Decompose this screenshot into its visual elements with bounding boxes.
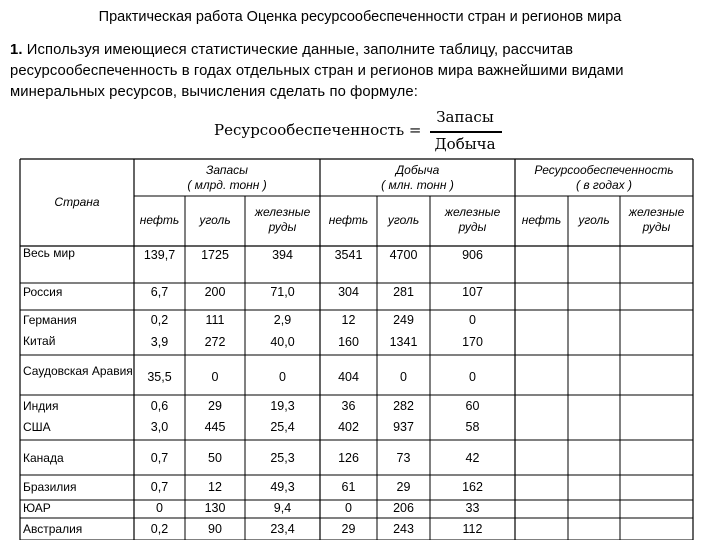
table-cell: 12 xyxy=(208,480,222,494)
page-title: Практическая работа Оценка ресурсообеспеченности стран и регионов мира xyxy=(98,9,622,25)
table-cell: 281 xyxy=(393,285,414,299)
formula-numerator: Запасы xyxy=(436,108,494,126)
table-cell: 0 xyxy=(156,501,163,515)
table-cell: 282 xyxy=(393,399,414,413)
table-cell: 0 xyxy=(400,370,407,384)
table-cell: 29 xyxy=(208,399,222,413)
table-cell: 304 xyxy=(338,285,359,299)
country-column-header: Страна xyxy=(54,195,100,209)
table-cell: 25,4 xyxy=(270,420,295,434)
group-header xyxy=(320,163,515,193)
sub-header: уголь xyxy=(387,213,420,227)
row-country-label: Германия xyxy=(23,313,77,327)
row-country-label: Весь мир xyxy=(23,246,75,260)
table-cell: 0 xyxy=(469,370,476,384)
table-cell: 0,2 xyxy=(150,313,169,327)
table-cell: 12 xyxy=(341,313,356,327)
group-header xyxy=(134,163,320,193)
table-cell: 19,3 xyxy=(270,399,295,413)
sub-header: нефть xyxy=(139,213,180,227)
row-country-label: Канада xyxy=(23,451,64,465)
table-cell: 130 xyxy=(204,501,226,515)
table-cell: 23,4 xyxy=(270,522,295,536)
table-cell: 61 xyxy=(341,480,356,494)
table-cell: 162 xyxy=(462,480,483,494)
table-cell: 33 xyxy=(465,501,480,515)
group-header-unit: ( млн. тонн ) xyxy=(381,178,454,192)
task-body: Используя имеющиеся статистические данные, заполните таблицу, рассчитав ресурсообеспеченность в годах отдельных стран и регионов мира важнейшими видами минеральных ресурсов, вычисления сделать по формуле: xyxy=(10,42,624,100)
sub-header: железные руды xyxy=(628,205,685,234)
table-cell: 0 xyxy=(279,370,286,384)
row-country-label: Австралия xyxy=(23,522,83,536)
table-cell: 58 xyxy=(465,420,480,434)
sub-header: нефть xyxy=(521,213,562,227)
table-cell: 40,0 xyxy=(270,335,295,349)
formula-lhs: Ресурсообеспеченность = xyxy=(214,121,422,139)
table-cell: 29 xyxy=(396,480,411,494)
table-cell: 0 xyxy=(211,370,219,384)
table-cell: 0,7 xyxy=(150,480,169,494)
group-header xyxy=(515,163,693,193)
table-cell: 49,3 xyxy=(270,480,295,494)
table-cell: 404 xyxy=(338,370,359,384)
table-cell: 937 xyxy=(393,420,414,434)
table-cell: 25,3 xyxy=(270,451,295,465)
table-cell: 249 xyxy=(393,313,414,327)
table-cell: 36 xyxy=(341,399,356,413)
table-cell: 200 xyxy=(204,285,226,299)
table-cell: 1725 xyxy=(201,248,229,262)
table-cell: 3,9 xyxy=(150,335,169,349)
table-cell: 111 xyxy=(205,313,225,327)
row-country-label: Саудовская Аравия xyxy=(23,364,133,378)
table-cell: 394 xyxy=(272,248,293,262)
formula-denominator: Добыча xyxy=(434,135,496,153)
task-number: 1. xyxy=(10,42,23,58)
table-cell: 445 xyxy=(204,420,226,434)
table-cell: 906 xyxy=(462,248,483,262)
group-header-unit: ( млрд. тонн ) xyxy=(187,178,267,192)
sub-header: уголь xyxy=(199,213,231,227)
table-cell: 402 xyxy=(338,420,359,434)
group-header-title: Ресурсообеспеченность xyxy=(534,163,674,177)
row-country-label: Индия xyxy=(23,399,59,413)
table-cell: 160 xyxy=(338,335,359,349)
table-cell: 9,4 xyxy=(273,501,292,515)
row-country-label: Китай xyxy=(23,334,56,348)
table-cell: 126 xyxy=(338,451,359,465)
table-cell: 35,5 xyxy=(147,370,172,384)
table-cell: 206 xyxy=(393,501,414,515)
table-cell: 71,0 xyxy=(270,285,295,299)
table-cell: 0 xyxy=(469,313,476,327)
sub-header: уголь xyxy=(578,213,610,227)
row-country-label: Россия xyxy=(23,285,63,299)
table-cell: 243 xyxy=(393,522,414,536)
table-cell: 3541 xyxy=(334,248,363,262)
group-header-title: Добыча xyxy=(395,163,440,177)
table-cell: 112 xyxy=(462,522,483,536)
table-cell: 1341 xyxy=(389,335,418,349)
table-cell: 73 xyxy=(396,451,411,465)
row-country-label: США xyxy=(23,420,51,434)
row-country-label: ЮАР xyxy=(23,501,51,515)
sub-header: железные руды xyxy=(444,205,501,234)
table-cell: 0,7 xyxy=(150,451,169,465)
table-cell: 0 xyxy=(345,501,352,515)
table-cell: 0,6 xyxy=(150,399,169,413)
sub-header: железные руды xyxy=(254,205,311,234)
table-cell: 3,0 xyxy=(150,420,169,434)
table-cell: 4700 xyxy=(389,248,418,262)
table-cell: 170 xyxy=(462,335,483,349)
table-cell: 139,7 xyxy=(143,248,176,262)
table-cell: 60 xyxy=(465,399,480,413)
table-cell: 29 xyxy=(341,522,356,536)
table-cell: 90 xyxy=(208,522,222,536)
table-cell: 0,2 xyxy=(150,522,169,536)
row-country-label: Бразилия xyxy=(23,480,77,494)
sub-header: нефть xyxy=(328,213,369,227)
table-cell: 2,9 xyxy=(273,313,292,327)
table-cell: 107 xyxy=(462,285,483,299)
group-header-title: Запасы xyxy=(205,163,248,177)
table-cell: 42 xyxy=(465,451,480,465)
table-cell: 50 xyxy=(208,451,222,465)
table-cell: 272 xyxy=(204,335,226,349)
table-cell: 6,7 xyxy=(150,285,169,299)
group-header-unit: ( в годах ) xyxy=(575,178,633,192)
